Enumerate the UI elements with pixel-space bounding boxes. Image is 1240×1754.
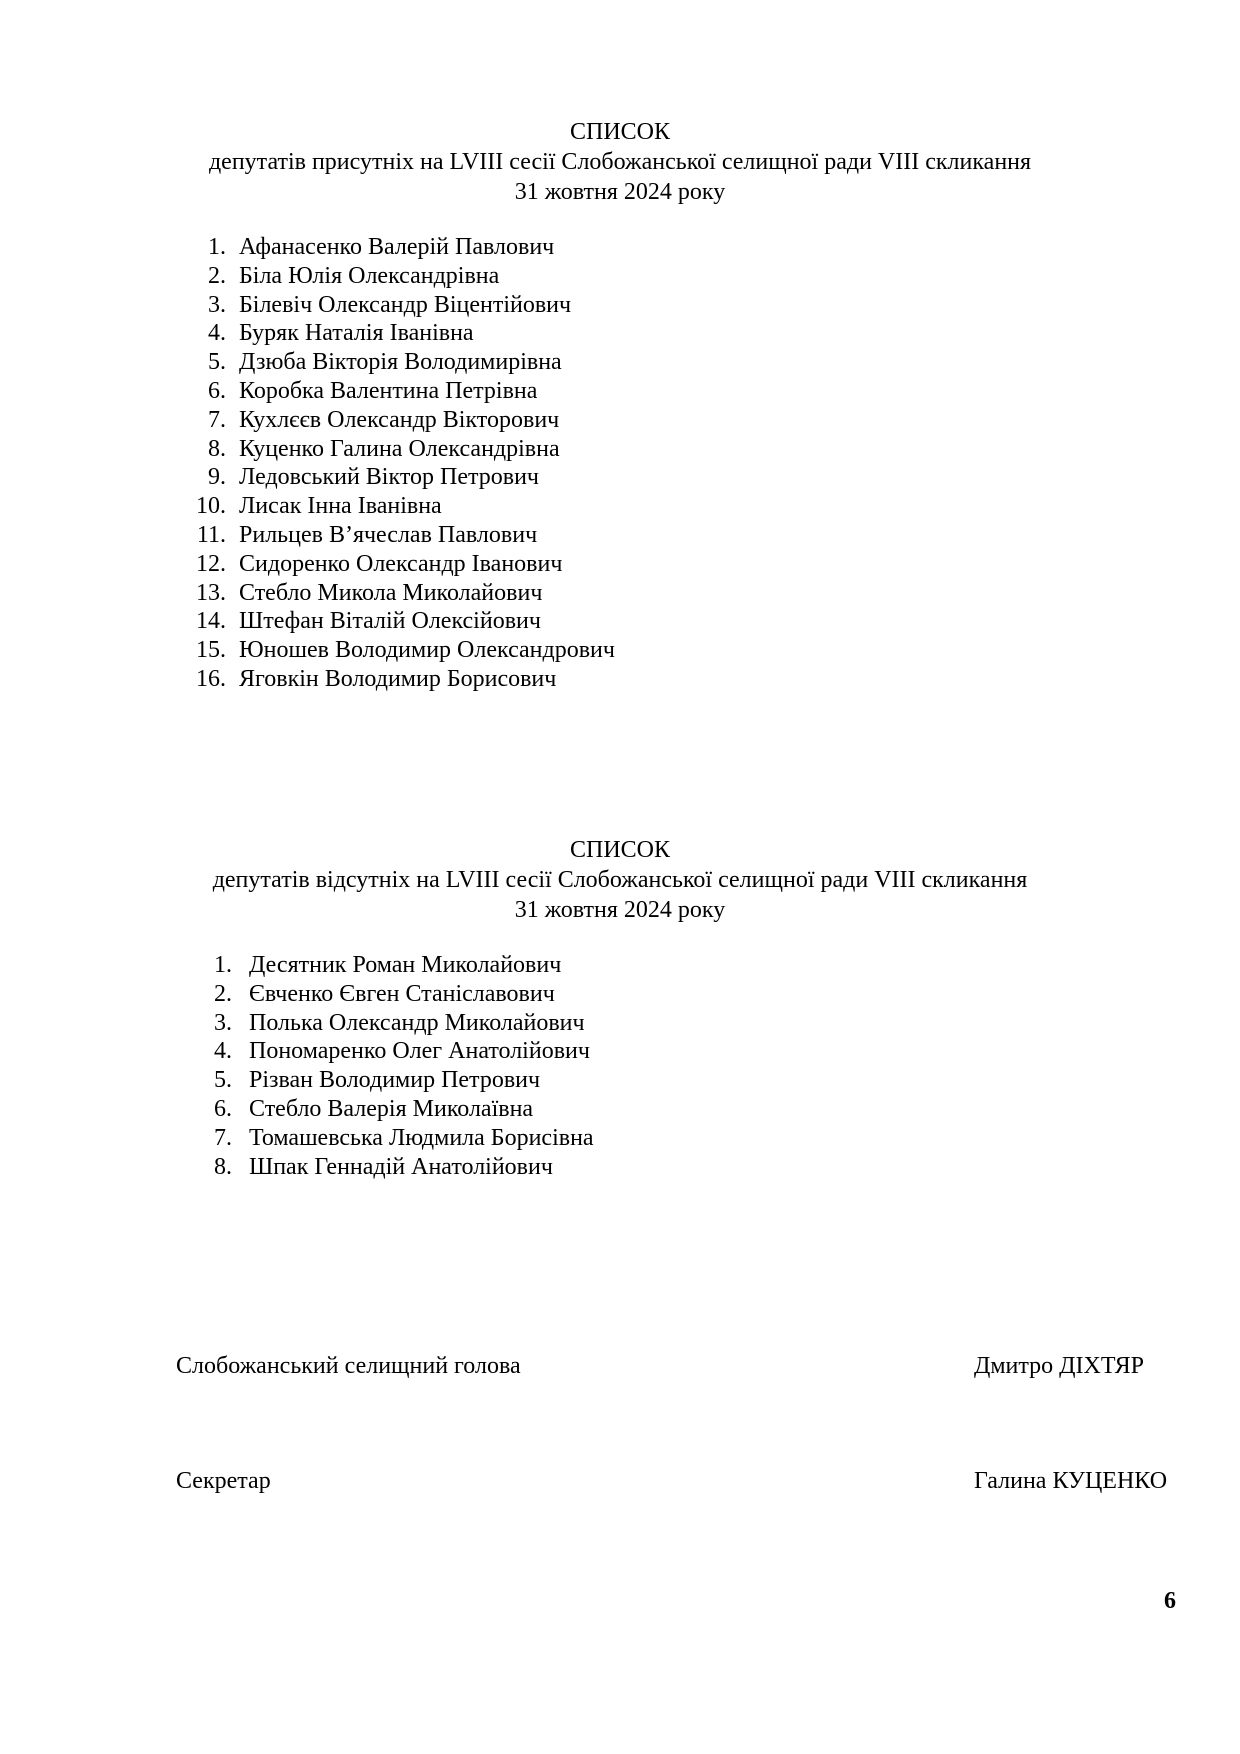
list-item-name: Томашевська Людмила Борисівна (249, 1124, 594, 1151)
list-item-number: 4. (214, 1038, 232, 1065)
list-item (190, 1011, 585, 1040)
present-subtitle: депутатів присутніх на LVIII сесії Слобожанської селищної ради VIII скликання (208, 149, 1032, 175)
list-item-name: Афанасенко Валерій Павлович (239, 234, 555, 260)
list-item-name: Стебло Валерія Миколаївна (249, 1096, 534, 1122)
list-item-name: Десятник Роман Миколайович (249, 952, 562, 978)
list-item-name: Штефан Віталій Олексійович (239, 608, 541, 635)
list-item-name: Дзюба Вікторія Володимирівна (239, 349, 562, 376)
list-item (190, 1126, 594, 1155)
list-item (190, 1039, 590, 1068)
list-item-number: 11. (196, 522, 226, 548)
list-item-number: 8. (208, 435, 226, 462)
list-item-number: 7. (208, 406, 226, 433)
list-item-name: Білевіч Олександр Віцентійович (239, 291, 572, 318)
present-heading: СПИСОК (569, 119, 671, 145)
list-item-name: Коробка Валентина Петрівна (239, 378, 538, 404)
list-item (180, 379, 537, 408)
list-item (190, 982, 555, 1011)
list-item (190, 1068, 540, 1097)
secretary-title: Секретар (176, 1468, 271, 1494)
list-item-number: 4. (208, 320, 226, 347)
list-item (180, 465, 539, 494)
list-item (180, 609, 541, 638)
secretary-name: Галина КУЦЕНКО (974, 1468, 1168, 1494)
list-item-name: Шпак Геннадій Анатолійович (249, 1153, 553, 1180)
absent-date: 31 жовтня 2024 року (514, 897, 726, 923)
list-item-name: Буряк Наталія Іванівна (239, 320, 474, 347)
list-item (180, 667, 556, 696)
page-number: 6 (1164, 1588, 1176, 1614)
list-item (180, 264, 499, 293)
list-item-number: 15. (196, 637, 226, 664)
list-item (190, 953, 561, 982)
list-item-number: 7. (214, 1124, 232, 1151)
list-item-number: 12. (196, 550, 226, 577)
list-item-number: 2. (214, 980, 232, 1007)
list-item-number: 5. (208, 349, 226, 376)
list-item (190, 1155, 553, 1184)
list-item-name: Яговкін Володимир Борисович (239, 666, 557, 692)
list-item-name: Кухлєєв Олександр Вікторович (239, 406, 560, 433)
list-item (180, 437, 560, 466)
list-item-name: Сидоренко Олександр Іванович (239, 550, 563, 577)
list-item-name: Ледовський Віктор Петрович (239, 464, 539, 491)
list-item-number: 3. (214, 1009, 232, 1036)
list-item-name: Полька Олександр Миколайович (249, 1009, 585, 1036)
list-item-number: 1. (214, 952, 232, 978)
list-item (180, 408, 559, 437)
list-item (180, 293, 571, 322)
list-item-name: Біла Юлія Олександрівна (239, 262, 500, 289)
list-item-number: 6. (208, 378, 226, 404)
list-item-number: 2. (208, 262, 226, 289)
list-item-name: Юношев Володимир Олександрович (239, 637, 615, 664)
list-item (190, 1097, 533, 1126)
list-item-number: 6. (214, 1096, 232, 1122)
list-item-name: Стебло Микола Миколайович (239, 579, 543, 606)
list-item-number: 9. (208, 464, 226, 491)
list-item-name: Євченко Євген Станіславович (249, 980, 555, 1007)
list-item-name: Куценко Галина Олександрівна (239, 435, 560, 462)
absent-heading: СПИСОК (569, 837, 671, 863)
list-item-name: Пономаренко Олег Анатолійович (249, 1038, 590, 1065)
list-item-number: 8. (214, 1153, 232, 1180)
list-item-number: 3. (208, 291, 226, 318)
present-date: 31 жовтня 2024 року (514, 179, 726, 205)
list-item-number: 14. (196, 608, 226, 635)
list-item (180, 552, 562, 581)
list-item-name: Рильцев В’ячеслав Павлович (239, 522, 538, 548)
list-item (180, 321, 474, 350)
list-item-number: 1. (208, 234, 226, 260)
list-item-name: Різван Володимир Петрович (249, 1067, 541, 1094)
head-title: Слобожанський селищний голова (176, 1353, 521, 1379)
list-item-number: 5. (214, 1067, 232, 1094)
head-name: Дмитро ДІХТЯР (974, 1353, 1144, 1379)
absent-subtitle: депутатів відсутніх на LVIII сесії Слобожанської селищної ради VIII скликання (212, 867, 1028, 893)
list-item (180, 235, 554, 264)
list-item-number: 16. (196, 666, 226, 692)
list-item (180, 638, 615, 667)
list-item-number: 13. (196, 579, 226, 606)
list-item (180, 523, 537, 552)
list-item-name: Лисак Інна Іванівна (239, 493, 442, 520)
list-item (180, 350, 562, 379)
list-item-number: 10. (196, 493, 226, 520)
list-item (180, 494, 442, 523)
list-item (180, 581, 542, 610)
